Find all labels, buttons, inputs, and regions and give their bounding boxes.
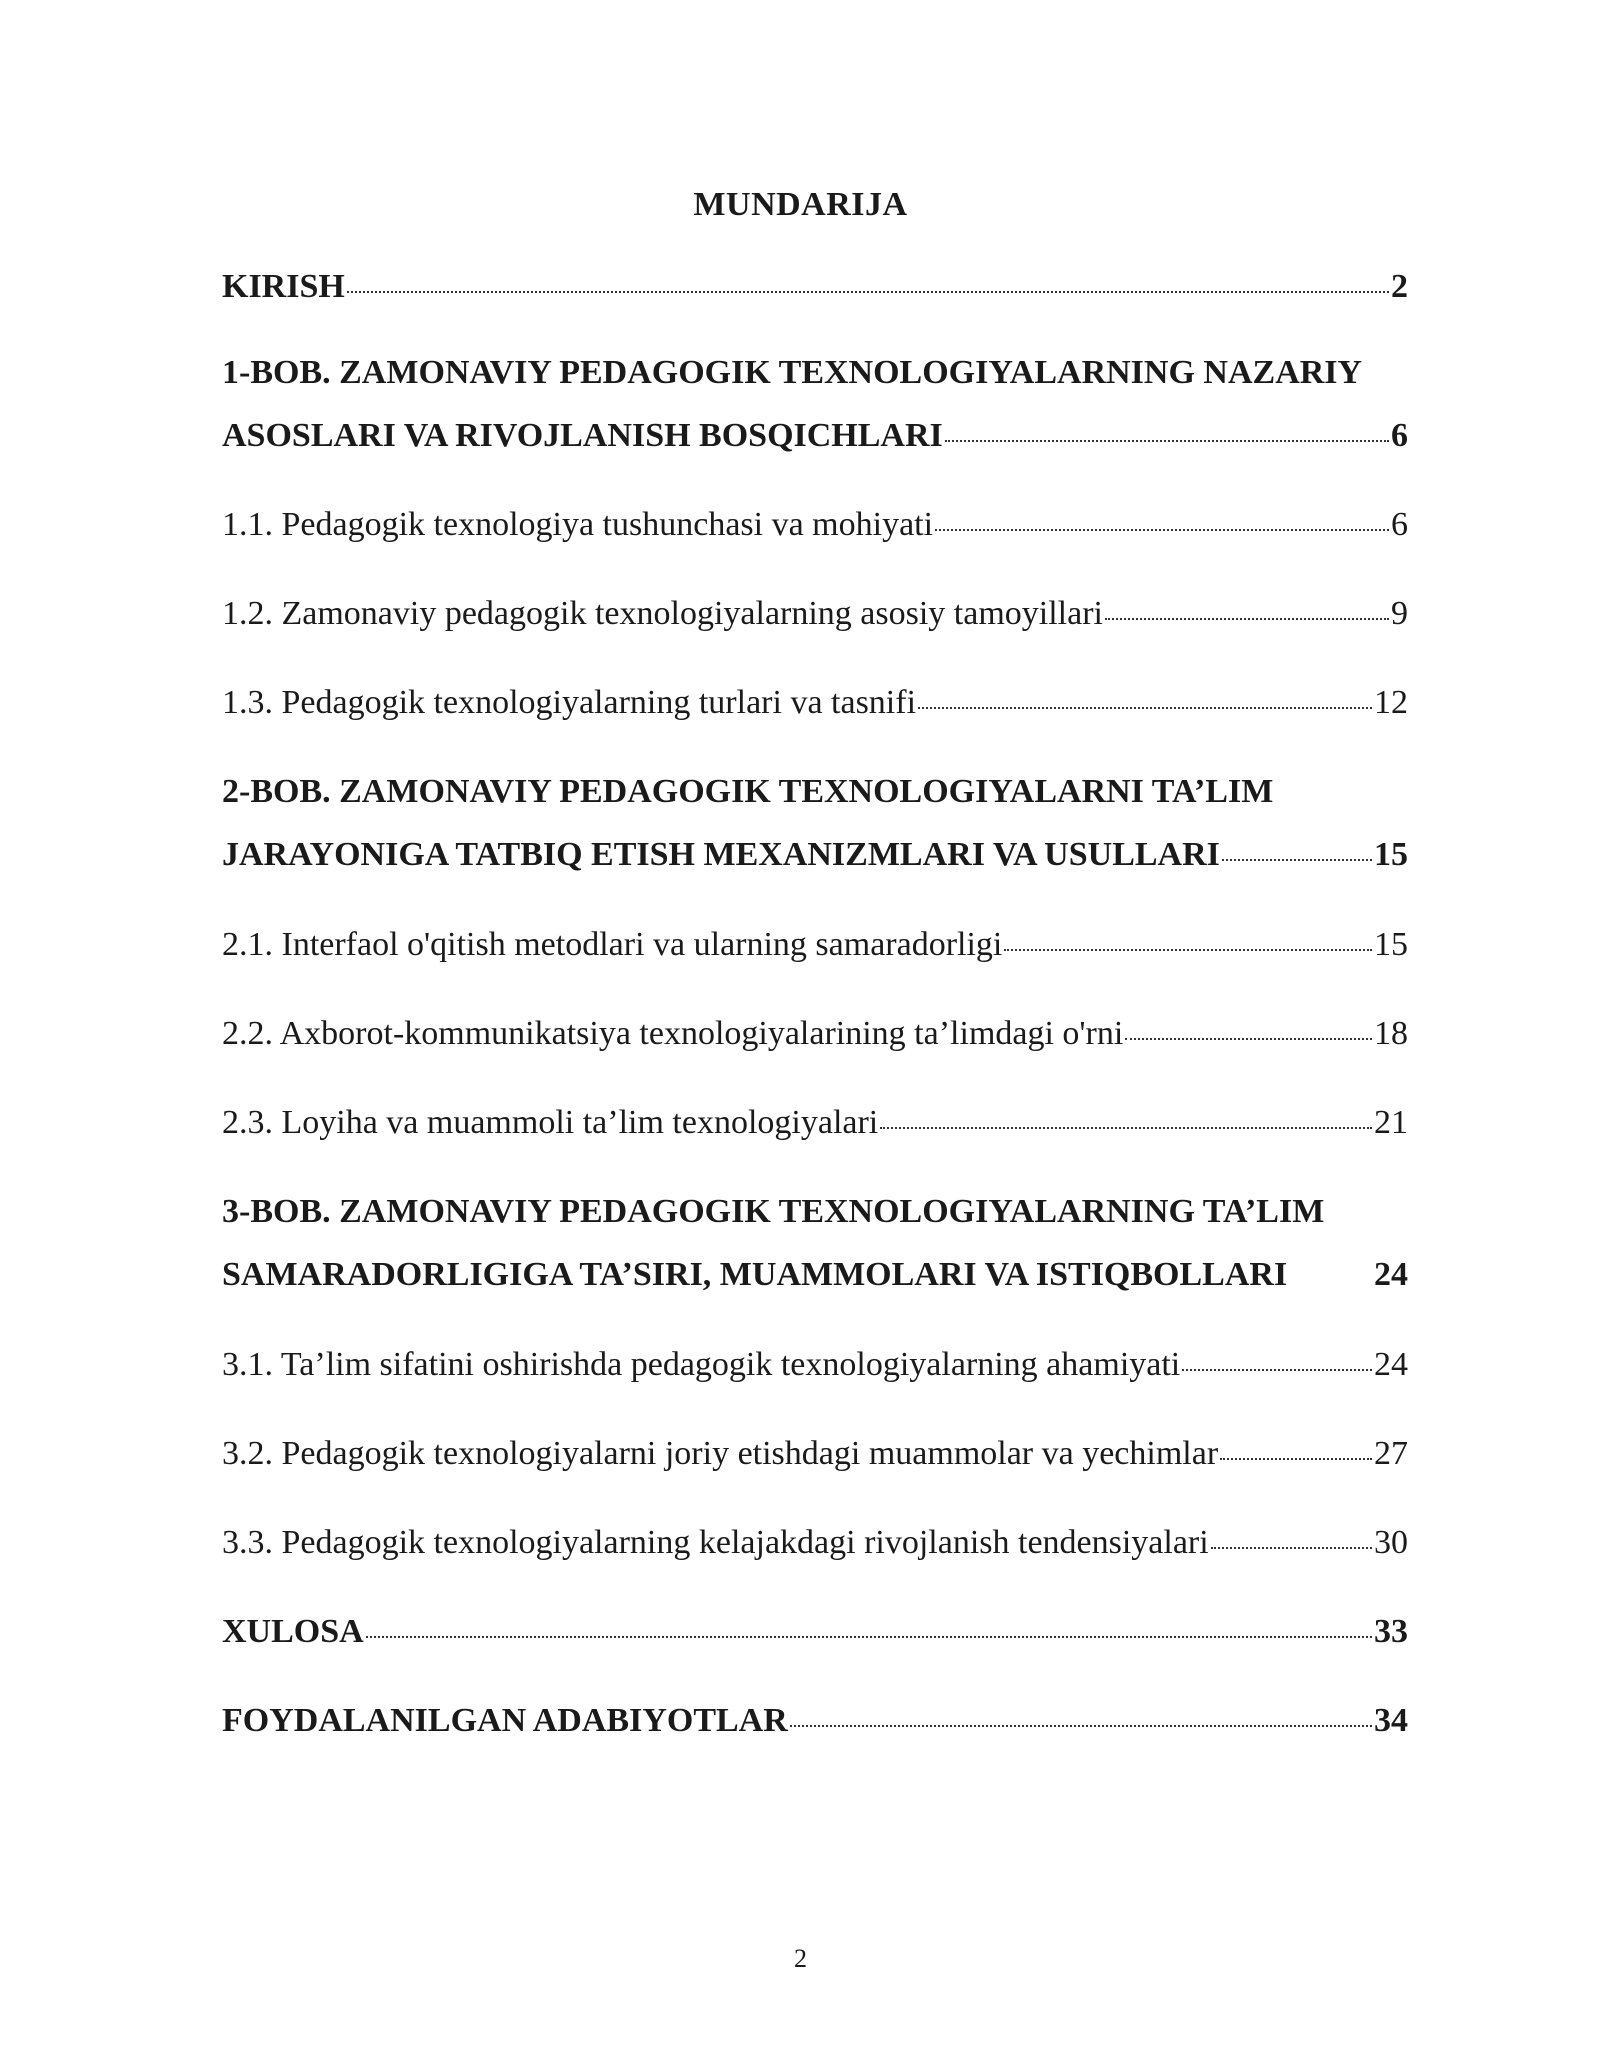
page-number: 21	[1374, 1104, 1408, 1141]
toc-entry-section-3-2[interactable]: 3.2. Pedagogik texnologiyalarni joriy etishdagi muammolar va yechimlar 27	[222, 1435, 1408, 1472]
dot-leader	[918, 707, 1372, 709]
dot-leader	[1220, 1458, 1372, 1460]
chapter-heading-line-1: 3-BOB. ZAMONAVIY PEDAGOGIK TEXNOLOGIYALARNING TA’LIM	[222, 1193, 1325, 1230]
page-number: 34	[1374, 1702, 1408, 1739]
toc-entry-section-1-3[interactable]: 1.3. Pedagogik texnologiyalarning turlari va tasnifi 12	[222, 684, 1408, 721]
chapter-heading-line-1: 1-BOB. ZAMONAVIY PEDAGOGIK TEXNOLOGIYALARNING NAZARIY	[222, 354, 1363, 391]
page-number: 30	[1374, 1524, 1408, 1561]
page-number: 2	[1391, 268, 1408, 305]
toc-entry-chapter-3[interactable]	[222, 1192, 1408, 1295]
chapter-heading-line-2: SAMARADORLIGIGA TA’SIRI, MUAMMOLARI VA ISTIQBOLLARI	[222, 1256, 1288, 1293]
page-number: 24	[1374, 1346, 1408, 1383]
toc-entry-section-2-3[interactable]: 2.3. Loyiha va muammoli ta’lim texnologiyalari 21	[222, 1104, 1408, 1141]
dot-leader	[935, 529, 1389, 531]
dot-leader	[880, 1127, 1372, 1129]
page-number: 18	[1374, 1015, 1408, 1052]
dot-leader	[1222, 859, 1372, 861]
page-number: 27	[1374, 1435, 1408, 1472]
dot-leader	[366, 1636, 1372, 1638]
page-number: 9	[1391, 595, 1408, 632]
chapter-heading-line-2: JARAYONIGA TATBIQ ETISH MEXANIZMLARI VA USULLARI	[222, 836, 1220, 873]
chapter-heading-line-2: ASOSLARI VA RIVOJLANISH BOSQICHLARI	[222, 417, 943, 454]
toc-entry-section-3-3[interactable]: 3.3. Pedagogik texnologiyalarning kelajakdagi rivojlanish tendensiyalari 30	[222, 1524, 1408, 1561]
toc-entry-section-2-1[interactable]: 2.1. Interfaol o'qitish metodlari va ularning samaradorligi 15	[222, 926, 1408, 963]
toc-entry-kirish[interactable]: KIRISH 2	[222, 268, 1408, 305]
chapter-heading-line-1: 2-BOB. ZAMONAVIY PEDAGOGIK TEXNOLOGIYALARNI TA’LIM	[222, 773, 1274, 810]
toc-entry-xulosa[interactable]: XULOSA 33	[222, 1613, 1408, 1650]
dot-leader	[1125, 1038, 1372, 1040]
toc-entry-section-1-2[interactable]: 1.2. Zamonaviy pedagogik texnologiyalarning asosiy tamoyillari 9	[222, 595, 1408, 632]
dot-leader	[1004, 949, 1372, 951]
dot-leader	[790, 1725, 1372, 1727]
page-number: 6	[1391, 417, 1408, 454]
toc-entry-section-3-1[interactable]: 3.1. Ta’lim sifatini oshirishda pedagogik texnologiyalarning ahamiyati 24	[222, 1346, 1408, 1383]
toc-entry-chapter-1[interactable]	[222, 353, 1408, 456]
toc-entry-section-1-1[interactable]: 1.1. Pedagogik texnologiya tushunchasi va mohiyati 6	[222, 506, 1408, 543]
toc-entry-section-2-2[interactable]: 2.2. Axborot-kommunikatsiya texnologiyalarining ta’limdagi o'rni 18	[222, 1015, 1408, 1052]
dot-leader	[1182, 1369, 1372, 1371]
dot-leader	[945, 440, 1389, 442]
page-number: 15	[1374, 836, 1408, 873]
page-number: 6	[1391, 506, 1408, 543]
toc-title: MUNDARIJA	[693, 186, 908, 223]
toc-entry-references[interactable]: FOYDALANILGAN ADABIYOTLAR 34	[222, 1702, 1408, 1739]
page-number: 15	[1374, 926, 1408, 963]
page-footer-number: 2	[794, 1944, 807, 1973]
page-number: 12	[1374, 684, 1408, 721]
toc-entry-chapter-2[interactable]	[222, 772, 1408, 875]
page-number: 24	[1374, 1256, 1408, 1293]
dot-leader	[1105, 618, 1389, 620]
page-number: 33	[1374, 1613, 1408, 1650]
dot-leader	[347, 291, 1389, 293]
dot-leader	[1211, 1547, 1372, 1549]
